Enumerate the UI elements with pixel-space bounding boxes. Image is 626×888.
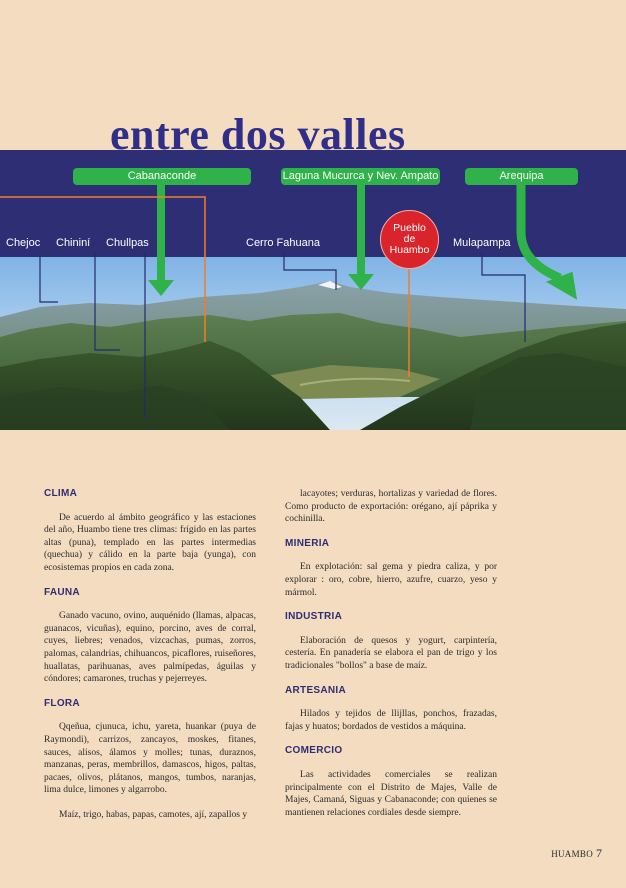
badge-line-2: de [403, 233, 416, 245]
label-cerro-fahuana: Cerro Fahuana [246, 237, 320, 249]
heading-clima: CLIMA [44, 488, 78, 499]
pill-cabanaconde: Cabanaconde [73, 168, 251, 185]
magazine-name: HUAMBO [551, 849, 593, 859]
label-chinini: Chininí [56, 237, 91, 249]
page-number: 7 [596, 846, 602, 860]
pill-laguna-mucurca: Laguna Mucurca y Nev. Ampato [281, 168, 440, 185]
left-column [44, 488, 256, 833]
heading-flora: FLORA [44, 697, 80, 709]
pueblo-de-huambo-badge [380, 210, 439, 269]
clima-paragraph: De acuerdo al ámbito geográfico y las estaciones del año, Huambo tiene tres climas: frígido en las partes altas (puna), templado en las partes intermedias (quechua) y cálido en la parte baja (yunga), con ecosistemas propios en cada zona. [44, 512, 256, 573]
page-title: entre dos valles [110, 110, 406, 159]
heading-artesania: ARTESANIA [285, 684, 347, 696]
fauna-paragraph: Ganado vacuno, ovino, auquénido (llamas, alpacas, guanacos, vicuñas), equino, porcino, aves de corral, cuyes, liebres; venados, vizcachas, pumas, zorros, palomas, calandrias, chihuancos, picaflores, ruiseñores, huallatas, parihuanas, aves palmípedas, águilas y cóndores; camarones, truchas y pejerreyes. [44, 611, 256, 685]
valley-photo [0, 257, 626, 430]
label-chejoc: Chejoc [6, 237, 41, 249]
heading-mineria: MINERIA [285, 537, 330, 549]
mineria-paragraph: En explotación: sal gema y piedra caliza, y por explorar : oro, cobre, hierro, azufre, cuarzo, yeso y mármol. [285, 562, 497, 598]
label-mulapampa: Mulapampa [453, 237, 511, 249]
industria-paragraph: Elaboración de quesos y yogurt, carpintería, cestería. En panadería se elabora el pan de trigo y los tradicionales "bollos" a base de maíz. [285, 635, 497, 671]
pill-arequipa: Arequipa [465, 168, 578, 185]
flora-paragraph-2: Maíz, trigo, habas, papas, camotes, ají, zapallos y [59, 809, 248, 820]
heading-comercio: COMERCIO [285, 745, 343, 757]
heading-fauna: FAUNA [44, 586, 80, 598]
flora-continuation: lacayotes; verduras, hortalizas y variedad de flores. Como producto de exportación: orégano, ají páprika y cochinilla. [285, 489, 497, 525]
page-footer [551, 846, 602, 861]
comercio-paragraph: Las actividades comerciales se realizan principalmente con el Distrito de Majes, Valle de Majes, Camaná, Siguas y Cabanaconde; con quienes se mantienen relaciones cordiales desde siempre. [285, 769, 497, 818]
label-chullpas: Chullpas [106, 237, 149, 249]
artesania-paragraph: Hilados y tejidos de llijllas, ponchos, frazadas, fajas y huatos; bordados de vestidos a máquina. [285, 709, 497, 732]
heading-industria: INDUSTRIA [285, 611, 343, 623]
flora-paragraph-1: Qqeñua, cjunuca, ichu, yareta, huankar (puya de Raymondi), carrizos, zancayos, moskes, fitanes, sauces, alisos, álamos y molles; tunas, duraznos, manzanas, peras, membrillos, damascos, higos, paltas, pacaes, olivos, plátanos, mangos, tumbos, naranjas, lima dulce, limones y algarrobo. [44, 722, 256, 796]
badge-line-3: Huambo [389, 244, 430, 256]
right-column [285, 488, 497, 831]
badge-line-1: Pueblo [393, 222, 426, 234]
